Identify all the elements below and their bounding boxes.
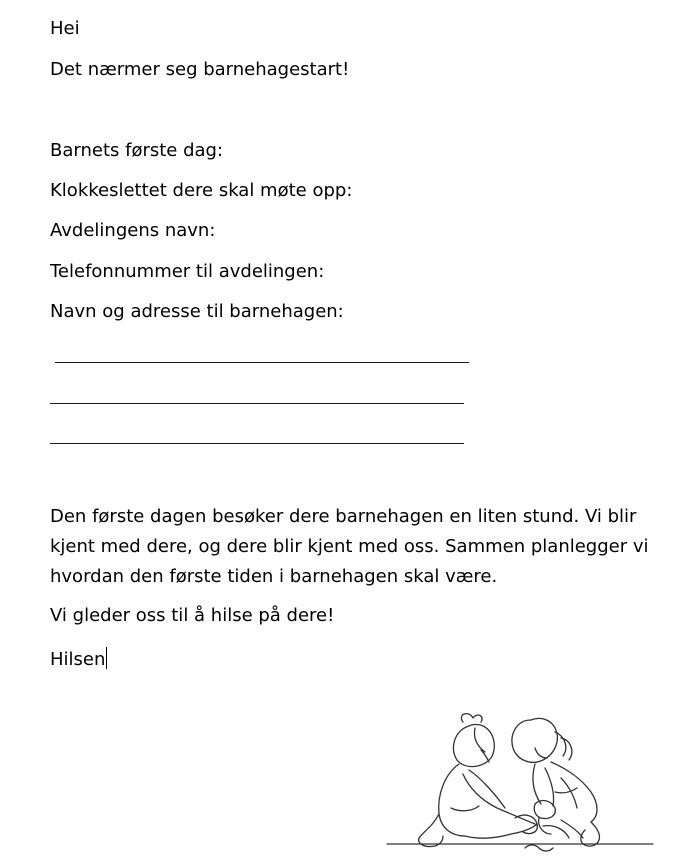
body-paragraph (50, 502, 650, 592)
body-line: kjent med dere, og dere blir kjent med oss. Sammen planlegger vi (50, 536, 649, 557)
body-line: hvordan den første tiden i barnehagen skal være. (50, 566, 498, 587)
field-label-first-day: Barnets første dag: (50, 140, 224, 161)
signoff-line (50, 647, 107, 671)
blank-write-line (55, 362, 469, 363)
signoff-text: Hilsen (50, 649, 106, 670)
text-cursor (106, 647, 107, 669)
greeting-text: Hei (50, 18, 80, 39)
blank-write-line (50, 443, 464, 444)
field-label-meeting-time: Klokkeslettet dere skal møte opp: (50, 180, 353, 201)
intro-text: Det nærmer seg barnehagestart! (50, 59, 350, 80)
children-playing-line-drawing-icon (385, 708, 655, 860)
field-label-kindergarten-address: Navn og adresse til barnehagen: (50, 301, 344, 322)
blank-write-line (50, 403, 464, 404)
body-line: Den første dagen besøker dere barnehagen en liten stund. Vi blir (50, 506, 637, 527)
closing-line: Vi gleder oss til å hilse på dere! (50, 605, 335, 626)
field-label-department-name: Avdelingens navn: (50, 220, 216, 241)
field-label-department-phone: Telefonnummer til avdelingen: (50, 261, 325, 282)
